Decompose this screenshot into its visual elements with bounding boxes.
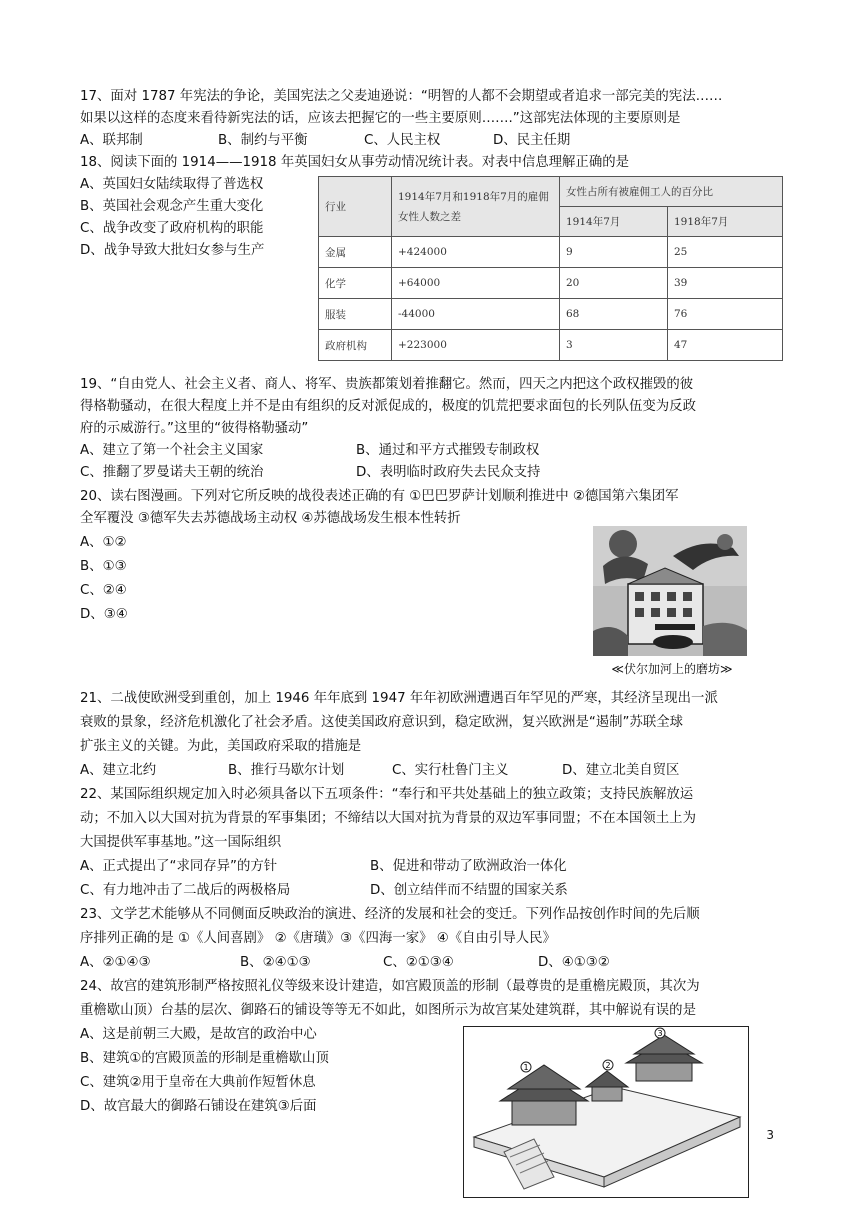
q22-stem-line3: 大国提供军事基地。”这一国际组织 bbox=[80, 835, 282, 850]
q20-option-b[interactable]: B、①③ bbox=[80, 559, 127, 574]
table-header-diff-line1: 1914年7月和1918年7月的雇佣 bbox=[398, 190, 549, 203]
q19-stem-line2: 得格勒骚动，在很大程度上并不是由有组织的反对派促成的，极度的饥荒把要求面包的长列队伍变为反政 bbox=[80, 399, 696, 414]
q20-option-d[interactable]: D、③④ bbox=[80, 607, 128, 622]
table-header-1914: 1914年7月 bbox=[560, 207, 668, 237]
q21-option-b[interactable]: B、推行马歇尔计划 bbox=[228, 763, 345, 778]
cell-diff: +223000 bbox=[392, 330, 560, 361]
q24-stem-line1: 24、故宫的建筑形制严格按照礼仪等级来设计建造，如宫殿顶盖的形制（最尊贵的是重檐庑殿顶，其次为 bbox=[80, 979, 700, 994]
q21-stem-line2: 衰败的景象，经济危机激化了社会矛盾。这使美国政府意识到，稳定欧洲，复兴欧洲是“遏制”苏联全球 bbox=[80, 715, 684, 730]
cell-1918: 25 bbox=[668, 237, 783, 268]
q24-option-a[interactable]: A、这是前朝三大殿，是故宫的政治中心 bbox=[80, 1027, 317, 1042]
q22-option-d[interactable]: D、创立结伴而不结盟的国家关系 bbox=[370, 883, 568, 898]
q21-stem-line3: 扩张主义的关键。为此，美国政府采取的措施是 bbox=[80, 739, 362, 754]
q21-option-c[interactable]: C、实行杜鲁门主义 bbox=[392, 763, 509, 778]
forbidden-city-halls-image bbox=[464, 1027, 748, 1197]
q23-option-b[interactable]: B、②④①③ bbox=[240, 955, 311, 970]
q18-option-c[interactable]: C、战争改变了政府机构的职能 bbox=[80, 221, 264, 236]
page-number: 3 bbox=[766, 1128, 774, 1142]
volga-mill-cartoon-image bbox=[593, 526, 747, 656]
cell-diff: +64000 bbox=[392, 268, 560, 299]
cell-diff: -44000 bbox=[392, 299, 560, 330]
q23-option-a[interactable]: A、②①④③ bbox=[80, 955, 151, 970]
q23-option-c[interactable]: C、②①③④ bbox=[383, 955, 454, 970]
q24-option-c[interactable]: C、建筑②用于皇帝在大典前作短暂休息 bbox=[80, 1075, 316, 1090]
q22-option-b[interactable]: B、促进和带动了欧洲政治一体化 bbox=[370, 859, 567, 874]
q24-stem-line2: 重檐歇山顶）台基的层次、御路石的铺设等等无不如此，如图所示为故宫某处建筑群，其中解说有误的是 bbox=[80, 1003, 696, 1018]
q22-option-c[interactable]: C、有力地冲击了二战后的两极格局 bbox=[80, 883, 291, 898]
q23-option-d[interactable]: D、④①③② bbox=[538, 955, 610, 970]
cell-industry: 金属 bbox=[319, 237, 392, 268]
cell-diff: +424000 bbox=[392, 237, 560, 268]
q20-stem-line1: 20、读右图漫画。下列对它所反映的战役表述正确的有 ①巴巴罗萨计划顺利推进中 ②德国第六集团军 bbox=[80, 489, 679, 504]
q20-stem-line2: 全军覆没 ③德军失去苏德战场主动权 ④苏德战场发生根本性转折 bbox=[80, 511, 461, 526]
q21-stem-line1: 21、二战使欧洲受到重创，加上 1946 年年底到 1947 年年初欧洲遭遇百年罕见的严寒，其经济呈现出一派 bbox=[80, 691, 718, 706]
q21-option-d[interactable]: D、建立北美自贸区 bbox=[562, 763, 680, 778]
table-header-diff bbox=[392, 177, 560, 237]
cell-1918: 76 bbox=[668, 299, 783, 330]
q18-option-a[interactable]: A、英国妇女陆续取得了普选权 bbox=[80, 177, 264, 192]
q19-option-d[interactable]: D、表明临时政府失去民众支持 bbox=[356, 465, 541, 480]
table-header-diff-line2: 女性人数之差 bbox=[398, 210, 461, 223]
q19-stem-line3: 府的示威游行。”这里的“彼得格勒骚动” bbox=[80, 421, 309, 436]
q19-option-a[interactable]: A、建立了第一个社会主义国家 bbox=[80, 443, 264, 458]
q17-option-c[interactable]: C、人民主权 bbox=[364, 133, 441, 148]
q17-option-a[interactable]: A、联邦制 bbox=[80, 133, 143, 148]
table-row bbox=[319, 330, 783, 361]
q18-option-b[interactable]: B、英国社会观念产生重大变化 bbox=[80, 199, 264, 214]
table-row bbox=[319, 299, 783, 330]
cell-industry: 化学 bbox=[319, 268, 392, 299]
table-row bbox=[319, 268, 783, 299]
q19-option-b[interactable]: B、通过和平方式摧毁专制政权 bbox=[356, 443, 540, 458]
q22-option-a[interactable]: A、正式提出了“求同存异”的方针 bbox=[80, 859, 278, 874]
cartoon-caption: ≪伏尔加河上的磨坊≫ bbox=[611, 662, 733, 676]
svg-text:3: 3 bbox=[657, 1029, 663, 1038]
q17-option-d[interactable]: D、民主任期 bbox=[493, 133, 571, 148]
q24-option-b[interactable]: B、建筑①的宫殿顶盖的形制是重檐歇山顶 bbox=[80, 1051, 329, 1066]
q20-option-a[interactable]: A、①② bbox=[80, 535, 127, 550]
q18-stem: 18、阅读下面的 1914——1918 年英国妇女从事劳动情况统计表。对表中信息理解正确的是 bbox=[80, 155, 629, 170]
q22-stem-line2: 动；不加入以大国对抗为背景的军事集团；不缔结以大国对抗为背景的双边军事同盟；不在本国领土上为 bbox=[80, 811, 696, 826]
cell-industry: 服装 bbox=[319, 299, 392, 330]
q23-stem-line1: 23、文学艺术能够从不同侧面反映政治的演进、经济的发展和社会的变迁。下列作品按创作时间的先后顺 bbox=[80, 907, 700, 922]
svg-text:2: 2 bbox=[605, 1061, 611, 1070]
cell-1914: 9 bbox=[560, 237, 668, 268]
q17-option-b[interactable]: B、制约与平衡 bbox=[218, 133, 308, 148]
q19-option-c[interactable]: C、推翻了罗曼诺夫王朝的统治 bbox=[80, 465, 264, 480]
cell-1914: 68 bbox=[560, 299, 668, 330]
q18-option-d[interactable]: D、战争导致大批妇女参与生产 bbox=[80, 243, 265, 258]
palace-drawing-frame bbox=[463, 1026, 749, 1198]
q17-stem-line2: 如果以这样的态度来看待新宪法的话，应该去把握它的一些主要原则…….”这部宪法体现的主要原则是 bbox=[80, 111, 681, 126]
cell-1914: 20 bbox=[560, 268, 668, 299]
q23-stem-line2: 序排列正确的是 ①《人间喜剧》 ②《唐璜》③《四海一家》 ④《自由引导人民》 bbox=[80, 931, 556, 946]
table-header-1918: 1918年7月 bbox=[668, 207, 783, 237]
cell-industry: 政府机构 bbox=[319, 330, 392, 361]
cell-1918: 47 bbox=[668, 330, 783, 361]
q21-option-a[interactable]: A、建立北约 bbox=[80, 763, 157, 778]
q24-option-d[interactable]: D、故宫最大的御路石铺设在建筑③后面 bbox=[80, 1099, 317, 1114]
cell-1918: 39 bbox=[668, 268, 783, 299]
q19-stem-line1: 19、“自由党人、社会主义者、商人、将军、贵族都策划着推翻它。然而，四天之内把这个政权摧毁的彼 bbox=[80, 377, 694, 392]
q17-stem-line1: 17、面对 1787 年宪法的争论，美国宪法之父麦迪逊说：“明智的人都不会期望或者追求一部完美的宪法…… bbox=[80, 89, 723, 104]
table-header-percent: 女性占所有被雇佣工人的百分比 bbox=[560, 177, 783, 207]
table-header-industry: 行业 bbox=[319, 177, 392, 237]
table-row bbox=[319, 237, 783, 268]
svg-text:1: 1 bbox=[523, 1063, 529, 1072]
q20-option-c[interactable]: C、②④ bbox=[80, 583, 127, 598]
q22-stem-line1: 22、某国际组织规定加入时必须具备以下五项条件：“奉行和平共处基础上的独立政策；支持民族解放运 bbox=[80, 787, 694, 802]
q18-statistics-table bbox=[318, 176, 783, 361]
cell-1914: 3 bbox=[560, 330, 668, 361]
